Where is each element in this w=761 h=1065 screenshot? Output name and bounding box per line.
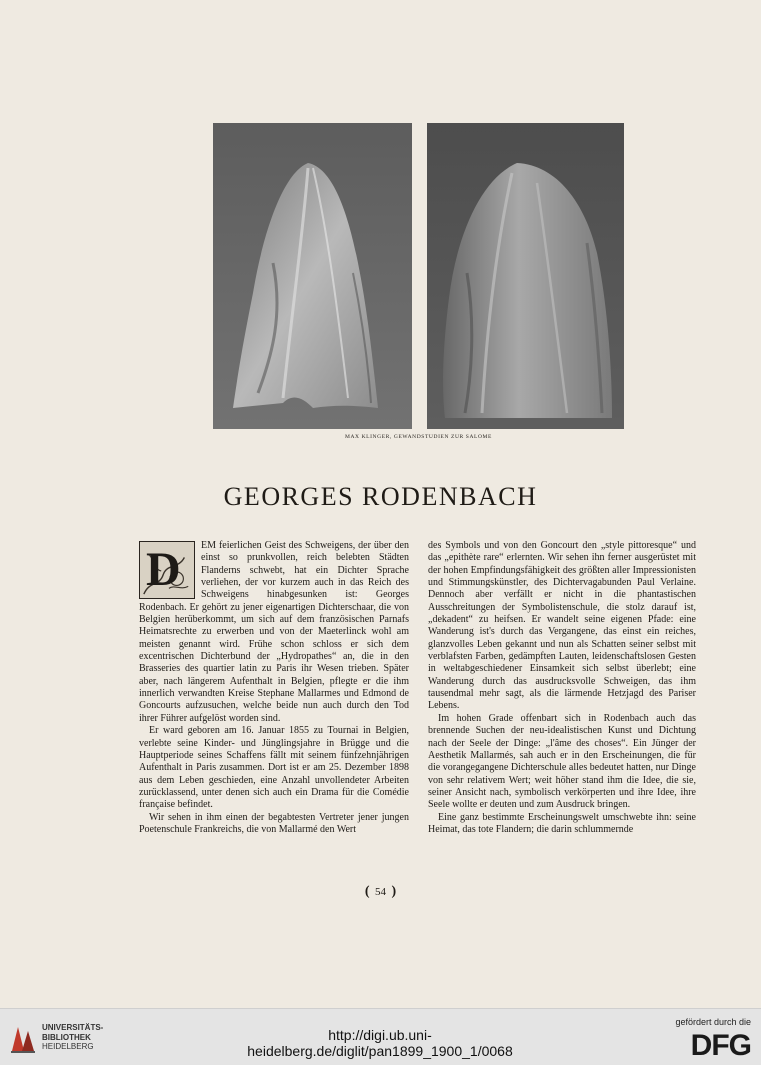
library-line-1: UNIVERSITÄTS- <box>42 1023 104 1032</box>
drapery-study-image-right <box>427 123 624 429</box>
university-library-logo-icon <box>8 1021 38 1055</box>
paragraph: Im hohen Grade offenbart sich in Rodenbach auch das brennende Suchen der neu-idealistischen Kunst und Dichtung nach der Seele der Dinge: „l'âme des choses“. Ein Jünger der Aesthetik Mallarmés, sah auch er in den Erscheinungen, die für die vorangegangene Dichterschule alles bedeutet hatten, nur Dinge von sehr relativem Wert; weit höher stand ihm die Idee, die sie, seiner Ansicht nach, symbolisch verkörperten und ihre Idee, ihre Seele wollte er deuten und zum Ausdruck bringen. <box>428 712 696 811</box>
page-bracket-left: ( <box>364 884 370 899</box>
paragraph-text: EM feierlichen Geist des Schweigens, der über den einst so prunkvollen, reich belebten Städten Flanderns schwebt, hat ein Dichter Sprache verliehen, der vor kurzem auch in das Reich des Schweigens hinabgesunken ist: Georges Rodenbach. Er gehört zu jener eigenartigen Dichterschaar, die von Belgien herüberkommt, um sich auf dem französischen Parnafs Heimatsrechte zu erwerben und von der Maeterlinck wohl am meisten genannt wird. Frühe schon schloss er sich dem excentrischen Dichterbund der „Hydropathes“ an, die in den Brasseries des quartier latin zu Paris ihr Wesen trieben. Später aber, nach längerem Aufenthalt in Belgien, pflegte er die ihm innerlich verwandten Kreise Stephane Mallarmes und Edmond de Goncourts aufzusuchen, welche beide nun auch durch den Tod ihrer Führer aufgelöst worden sind. <box>139 540 409 724</box>
text-column-right <box>428 540 696 836</box>
page-bracket-right: ) <box>391 884 397 899</box>
decorated-initial <box>139 541 195 599</box>
article-title: GEORGES RODENBACH <box>223 482 538 511</box>
paragraph: Eine ganz bestimmte Erscheinungswelt umschwebte ihn: seine Heimat, das tote Flandern; die darin schlummernde <box>428 811 696 835</box>
page-number-value: 54 <box>375 886 386 898</box>
paragraph: Wir sehen in ihm einen der begabtesten Vertreter jener jungen Poetenschule Frankreichs, die von Mallarmé den Wert <box>139 811 409 835</box>
text-column-left <box>139 540 409 836</box>
permalink-url[interactable]: http://digi.ub.uni-heidelberg.de/diglit/pan1899_1900_1/0068 <box>247 1027 513 1059</box>
paragraph <box>139 540 409 725</box>
viewer-footer <box>0 1008 761 1065</box>
library-name[interactable] <box>42 1023 103 1052</box>
funded-by-label: gefördert durch die <box>675 1017 751 1027</box>
library-line-2: BIBLIOTHEK <box>42 1032 91 1042</box>
paragraph: Er ward geboren am 16. Januar 1855 zu Tournai in Belgien, verlebte seine Kinder- und Jünglingsjahre in Brügge und die Hauptperiode seines Schaffens fällt mit seinem fünfzehnjährigen Aufenthalt in Paris zusammen. Dort ist er am 25. Dezember 1898 aus dem Leben geschieden, eine Anzahl unvollendeter Arbeiten zurücklassend, unter denen sich auch ein Drama für die Comédie française befindet. <box>139 725 409 811</box>
library-line-3: HEIDELBERG <box>42 1042 94 1051</box>
initial-letter: D <box>146 543 181 596</box>
page-number <box>0 884 761 900</box>
drapery-study-image-left <box>213 123 412 429</box>
figure-caption: MAX KLINGER, GEWANDSTUDIEN ZUR SALOME <box>344 434 492 440</box>
paragraph: des Symbols und von den Goncourt den „style pittoresque“ und das „epithète rare“ erlernten. Wir sehen ihn ferner ausgerüstet mit der hohen Empfindungsfähigkeit des größten aller Impressionisten und Stimmungskünstler, des Dichtervagabunden Paul Verlaine. Dennoch aber verfällt er nicht in die phantastischen Ausschreitungen der Symbolistenschule, die stolz darauf ist, „dekadent“ zu heifsen. Er wandelt seine eigenen Pfade: eine Wanderung ist's durch das Vergangene, das einst ein reiches, glanzvolles Leben gekannt und nun als Schatten seiner selbst mit verblafsten Farben, gedämpften Lauten, leidenschaftslosen Gesten in weltabgeschiedener Einsamkeit sich selbst überlebt; eine Wanderung durch das ausdrucksvolle Schweigen, das ihm tausendmal mehr sagt, als die lärmende Hetzjagd des Pariser Lebens. <box>428 540 696 712</box>
dfg-logo[interactable]: DFG <box>690 1029 751 1062</box>
